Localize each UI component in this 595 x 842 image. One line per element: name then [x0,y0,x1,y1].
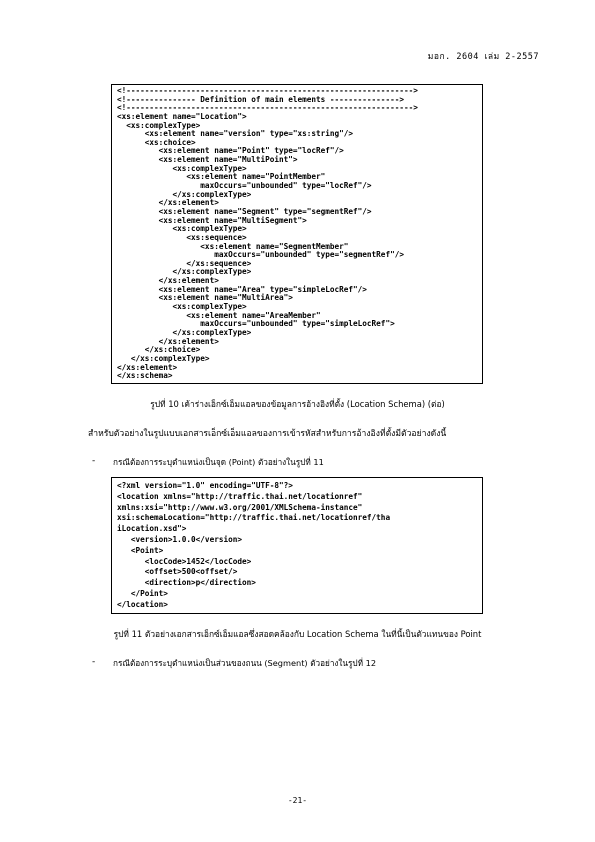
code-line: <xs:element name="MultiSegment"> [117,215,307,225]
code-line: iLocation.xsd"> [117,524,187,534]
page-number: -21- [287,796,308,805]
code-line: maxOccurs="unbounded" type="simpleLocRef"> [117,319,395,329]
code-line: </xs:element> [117,336,219,346]
bullet-dash: - [92,657,96,667]
bullet-point-example: กรณีต้องการระบุตำแหน่งเป็นจุด (Point) ตัวอย่างในรูปที่ 11 [113,457,324,467]
code-line: <?xml version="1.0" encoding="UTF-8"?> [117,481,293,490]
code-line: <xs:choice> [117,137,196,147]
code-line: <xs:element name="PointMember" [117,172,326,182]
bullet-segment-example: กรณีต้องการระบุตำแหน่งเป็นส่วนของถนน (Segment) ตัวอย่างในรูปที่ 12 [113,658,377,668]
code-line: <locCode>1452</locCode> [117,556,252,566]
code-line: xmlns:xsi="http://www.w3.org/2001/XMLSchema-instance" [117,502,363,512]
code-line: </xs:complexType> [117,267,252,277]
code-line: <xs:element name="MultiPoint"> [117,155,298,165]
code-line: <xs:complexType> [117,302,247,312]
code-line: <xs:complexType> [117,120,201,130]
code-line: </xs:element> [117,198,219,208]
point-example-code-box [111,477,483,614]
code-line: <!--------------------------------------------------------------> [117,86,418,95]
code-line: maxOccurs="unbounded" type="segmentRef"/> [117,250,404,260]
code-line: maxOccurs="unbounded" type="locRef"/> [117,181,372,191]
code-line: </xs:schema> [117,371,173,381]
bullet-dash: - [92,456,96,466]
code-line: <xs:sequence> [117,232,247,242]
code-line: <xs:element name="version" type="xs:string"/> [117,129,354,139]
code-line: <offset>500<offset/> [117,567,238,577]
standard-number: มอก. 2604 เล่ม 2-2557 [427,52,539,62]
code-line: </xs:element> [117,362,178,372]
code-line: <!--------------- Definition of main elements ---------------> [117,94,404,104]
code-line: <xs:complexType> [117,224,247,234]
code-line: <xs:complexType> [117,163,247,173]
location-schema-code-box [111,84,483,384]
intro-paragraph: สำหรับตัวอย่างในรูปแบบเอกสารเอ็กซ์เอ็มแอลของการเข้ารหัสสำหรับการอ้างอิงที่ตั้งมีตัวอย่างดังนี้ [88,429,447,439]
code-line: xsi:schemaLocation="http://traffic.thai.net/locationref/tha [117,513,391,523]
code-line: </xs:complexType> [117,353,210,363]
code-line: </location> [117,599,168,609]
code-line: <version>1.0.0</version> [117,534,242,544]
code-line: <xs:element name="Location"> [117,111,247,121]
code-line: <xs:element name="Area" type="simpleLocRef"/> [117,284,367,294]
figure-11-caption: รูปที่ 11 ตัวอย่างเอกสารเอ็กซ์เอ็มแอลซึ่งสอดคล้องกับ Location Schema ในที่นี้เป็นตัวแทนของ Point [113,629,482,639]
code-line: <xs:element name="MultiArea"> [117,293,293,303]
code-line: </xs:sequence> [117,258,252,268]
figure-10-caption: รูปที่ 10 เค้าร่างเอ็กซ์เอ็มแอลของข้อมูลการอ้างอิงที่ตั้ง (Location Schema) (ต่อ) [150,399,445,409]
code-line: <xs:element name="SegmentMember" [117,241,349,251]
code-line: <location xmlns="http://traffic.thai.net/locationref" [117,491,363,501]
code-line: <xs:element name="Segment" type="segmentRef"/> [117,206,372,216]
code-line: </xs:element> [117,276,219,286]
code-line: <xs:element name="Point" type="locRef"/> [117,146,344,156]
code-line: <xs:element name="AreaMember" [117,310,321,320]
code-line: </Point> [117,588,168,598]
code-line: <direction>p</direction> [117,578,256,588]
code-line: </xs:choice> [117,345,201,355]
code-line: </xs:complexType> [117,327,252,337]
code-line: </xs:complexType> [117,189,252,199]
code-line: <Point> [117,545,164,555]
code-line: <!--------------------------------------------------------------> [117,103,418,113]
